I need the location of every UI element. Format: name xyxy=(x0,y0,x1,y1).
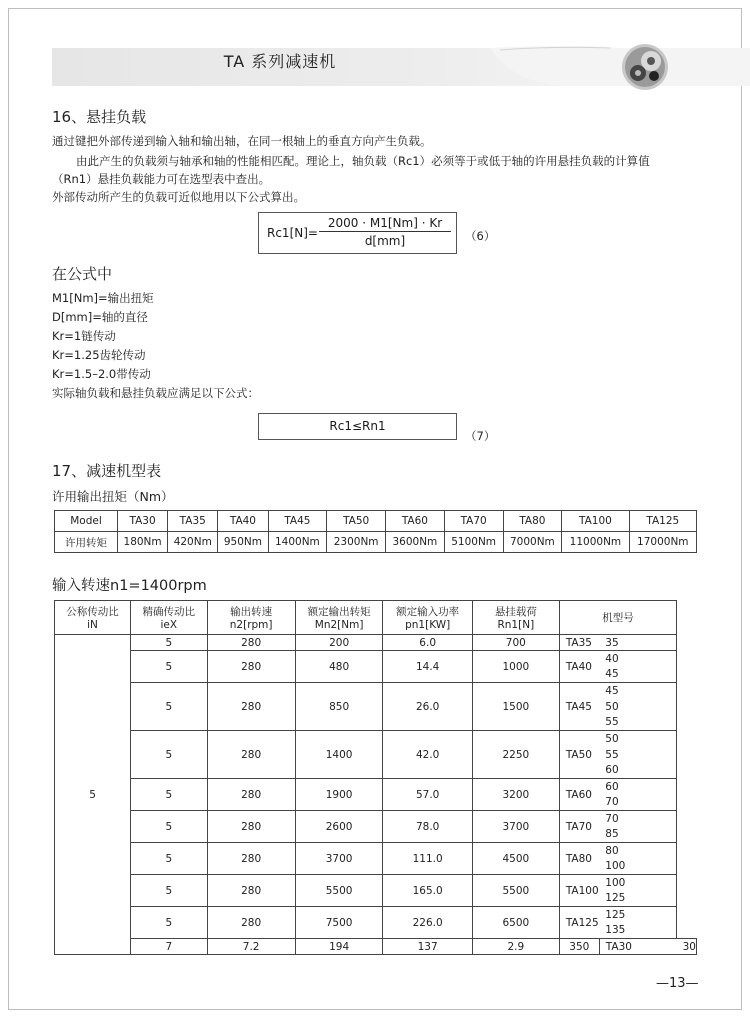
torque-subheading: 许用输出扭矩（Nm） xyxy=(52,489,174,504)
pn1-cell: 57.0 xyxy=(383,779,472,811)
where-line-4: Kr=1.25齿轮传动 xyxy=(52,348,146,362)
section-16-paragraph-4: 外部传动所产生的负载可近似地用以下公式算出。 xyxy=(52,190,305,204)
n2-cell: 280 xyxy=(207,683,295,731)
n2-cell: 280 xyxy=(207,635,295,651)
size-cell: 80 xyxy=(599,843,676,859)
pn1-cell: 165.0 xyxy=(383,875,472,907)
header-cell: 悬挂载荷 Rn1[N] xyxy=(472,601,559,635)
iex-cell: 5 xyxy=(131,683,207,731)
n2-cell: 280 xyxy=(207,779,295,811)
model-cell: TA40 xyxy=(559,651,599,683)
rn1-cell: 6500 xyxy=(472,907,559,939)
page-number: —13— xyxy=(656,976,699,991)
rn1-cell: 350 xyxy=(559,939,599,955)
section-16-paragraph-3: （Rn1）悬挂负载能力可在选型表中查出。 xyxy=(52,172,271,186)
size-cell: 85 xyxy=(599,827,676,843)
table-row xyxy=(55,635,697,651)
size-cell: 40 xyxy=(599,651,676,667)
header-cell: 精确传动比 ieX xyxy=(131,601,207,635)
size-cell: 70 xyxy=(599,795,676,811)
size-cell: 45 xyxy=(599,683,676,699)
model-cell: TA30 xyxy=(599,939,676,955)
size-cell: 45 xyxy=(599,667,676,683)
torque-cell: 5100Nm xyxy=(444,532,503,553)
torque-cell: Model xyxy=(55,511,118,532)
in-cell: 7 xyxy=(131,939,207,955)
section-17-heading: 17、减速机型表 xyxy=(52,462,162,480)
formula-7-box xyxy=(258,413,457,440)
pn1-cell: 26.0 xyxy=(383,683,472,731)
table-row xyxy=(55,731,697,747)
size-cell: 55 xyxy=(599,715,676,731)
section-16-paragraph-2: 由此产生的负载须与轴承和轴的性能相匹配。理论上，轴负载（Rc1）必须等于或低于轴的许用悬挂负载的计算值 xyxy=(76,154,650,168)
table-row xyxy=(55,939,697,955)
speed-heading: 输入转速n1=1400rpm xyxy=(52,578,207,594)
gear-logo-icon xyxy=(620,42,670,92)
pn1-cell: 226.0 xyxy=(383,907,472,939)
torque-table xyxy=(54,510,697,553)
size-cell: 70 xyxy=(599,811,676,827)
mn2-cell: 200 xyxy=(295,635,383,651)
n2-cell: 280 xyxy=(207,811,295,843)
iex-cell: 5 xyxy=(131,811,207,843)
group-in-cell: 5 xyxy=(55,635,131,955)
where-line-5: Kr=1.5–2.0带传动 xyxy=(52,367,151,381)
n2-cell: 280 xyxy=(207,731,295,779)
model-cell: TA125 xyxy=(559,907,599,939)
iex-cell: 7.2 xyxy=(207,939,295,955)
speed-table xyxy=(54,600,697,955)
rn1-cell: 1500 xyxy=(472,683,559,731)
model-cell: TA35 xyxy=(559,635,599,651)
mn2-cell: 2600 xyxy=(295,811,383,843)
table-row xyxy=(55,651,697,667)
pn1-cell: 78.0 xyxy=(383,811,472,843)
rn1-cell: 2250 xyxy=(472,731,559,779)
mn2-cell: 1900 xyxy=(295,779,383,811)
formula-6-box xyxy=(258,212,457,254)
torque-cell: TA30 xyxy=(118,511,168,532)
model-cell: TA60 xyxy=(559,779,599,811)
speed-table-header xyxy=(55,601,697,635)
size-cell: 55 xyxy=(599,747,676,763)
iex-cell: 5 xyxy=(131,779,207,811)
torque-cell: TA125 xyxy=(629,511,696,532)
table-row xyxy=(55,779,697,795)
torque-cell: 3600Nm xyxy=(386,532,445,553)
pn1-cell: 6.0 xyxy=(383,635,472,651)
pn1-cell: 2.9 xyxy=(472,939,559,955)
size-cell: 30 xyxy=(677,939,697,955)
iex-cell: 5 xyxy=(131,651,207,683)
pn1-cell: 111.0 xyxy=(383,843,472,875)
size-cell: 135 xyxy=(599,923,676,939)
formula-6-lhs: Rc1[N]= xyxy=(267,226,318,240)
table-row xyxy=(55,811,697,827)
rn1-cell: 5500 xyxy=(472,875,559,907)
rn1-cell: 700 xyxy=(472,635,559,651)
size-cell: 60 xyxy=(599,779,676,795)
mn2-cell: 850 xyxy=(295,683,383,731)
size-cell: 125 xyxy=(599,907,676,923)
mn2-cell: 137 xyxy=(383,939,472,955)
iex-cell: 5 xyxy=(131,875,207,907)
formula-7-text: Rc1≤Rn1 xyxy=(329,419,386,433)
n2-cell: 280 xyxy=(207,907,295,939)
section-16-heading: 16、悬挂负载 xyxy=(52,108,147,126)
size-cell: 125 xyxy=(599,891,676,907)
header-cell: 额定输出转矩 Mn2[Nm] xyxy=(295,601,383,635)
n2-cell: 280 xyxy=(207,651,295,683)
n2-cell: 280 xyxy=(207,843,295,875)
torque-table-row-values xyxy=(55,532,697,553)
torque-cell: 许用转矩 xyxy=(55,532,118,553)
torque-cell: 1400Nm xyxy=(268,532,327,553)
torque-table-row-model xyxy=(55,511,697,532)
rn1-cell: 4500 xyxy=(472,843,559,875)
where-line-6: 实际轴负载和悬挂负载应满足以下公式： xyxy=(52,386,259,400)
size-cell: 50 xyxy=(599,731,676,747)
model-cell: TA80 xyxy=(559,843,599,875)
model-cell: TA45 xyxy=(559,683,599,731)
size-cell: 60 xyxy=(599,763,676,779)
torque-cell: 180Nm xyxy=(118,532,168,553)
torque-cell: 11000Nm xyxy=(562,532,629,553)
table-row xyxy=(55,907,697,923)
model-cell: TA50 xyxy=(559,731,599,779)
model-cell: TA100 xyxy=(559,875,599,907)
pn1-cell: 42.0 xyxy=(383,731,472,779)
iex-cell: 5 xyxy=(131,635,207,651)
torque-cell: TA45 xyxy=(268,511,327,532)
rn1-cell: 3700 xyxy=(472,811,559,843)
torque-cell: TA50 xyxy=(327,511,386,532)
n2-cell: 280 xyxy=(207,875,295,907)
pn1-cell: 14.4 xyxy=(383,651,472,683)
formula-6-number: （6） xyxy=(465,229,496,243)
torque-cell: 17000Nm xyxy=(629,532,696,553)
size-cell: 100 xyxy=(599,875,676,891)
iex-cell: 5 xyxy=(131,907,207,939)
torque-cell: TA70 xyxy=(444,511,503,532)
where-line-2: D[mm]=轴的直径 xyxy=(52,310,148,324)
iex-cell: 5 xyxy=(131,843,207,875)
rn1-cell: 1000 xyxy=(472,651,559,683)
model-cell: TA70 xyxy=(559,811,599,843)
where-line-1: M1[Nm]=输出扭矩 xyxy=(52,291,154,305)
iex-cell: 5 xyxy=(131,731,207,779)
header-cell: 额定输入功率 pn1[KW] xyxy=(383,601,472,635)
table-row xyxy=(55,875,697,891)
header-title: TA 系列减速机 xyxy=(223,52,337,71)
torque-cell: TA35 xyxy=(168,511,218,532)
size-cell: 50 xyxy=(599,699,676,715)
formula-6-denominator: d[mm] xyxy=(364,234,406,248)
mn2-cell: 1400 xyxy=(295,731,383,779)
table-row xyxy=(55,843,697,859)
torque-cell: 2300Nm xyxy=(327,532,386,553)
mn2-cell: 5500 xyxy=(295,875,383,907)
header-cell: 机型号 xyxy=(559,601,676,635)
mn2-cell: 480 xyxy=(295,651,383,683)
formula-6-numerator: 2000 · M1[Nm] · Kr xyxy=(319,216,451,232)
header-cell: 输出转速 n2[rpm] xyxy=(207,601,295,635)
torque-cell: TA80 xyxy=(503,511,562,532)
torque-cell: 950Nm xyxy=(218,532,268,553)
n2-cell: 194 xyxy=(295,939,383,955)
torque-cell: TA100 xyxy=(562,511,629,532)
torque-cell: TA40 xyxy=(218,511,268,532)
size-cell: 100 xyxy=(599,859,676,875)
where-line-3: Kr=1链传动 xyxy=(52,329,116,343)
where-heading: 在公式中 xyxy=(52,265,113,283)
torque-cell: 420Nm xyxy=(168,532,218,553)
mn2-cell: 3700 xyxy=(295,843,383,875)
torque-cell: 7000Nm xyxy=(503,532,562,553)
mn2-cell: 7500 xyxy=(295,907,383,939)
table-row xyxy=(55,683,697,699)
torque-cell: TA60 xyxy=(386,511,445,532)
section-16-paragraph-1: 通过键把外部传递到输入轴和输出轴，在同一根轴上的垂直方向产生负载。 xyxy=(52,134,432,148)
header-cell: 公称传动比 iN xyxy=(55,601,131,635)
rn1-cell: 3200 xyxy=(472,779,559,811)
formula-7-number: （7） xyxy=(465,429,496,443)
size-cell: 35 xyxy=(599,635,676,651)
